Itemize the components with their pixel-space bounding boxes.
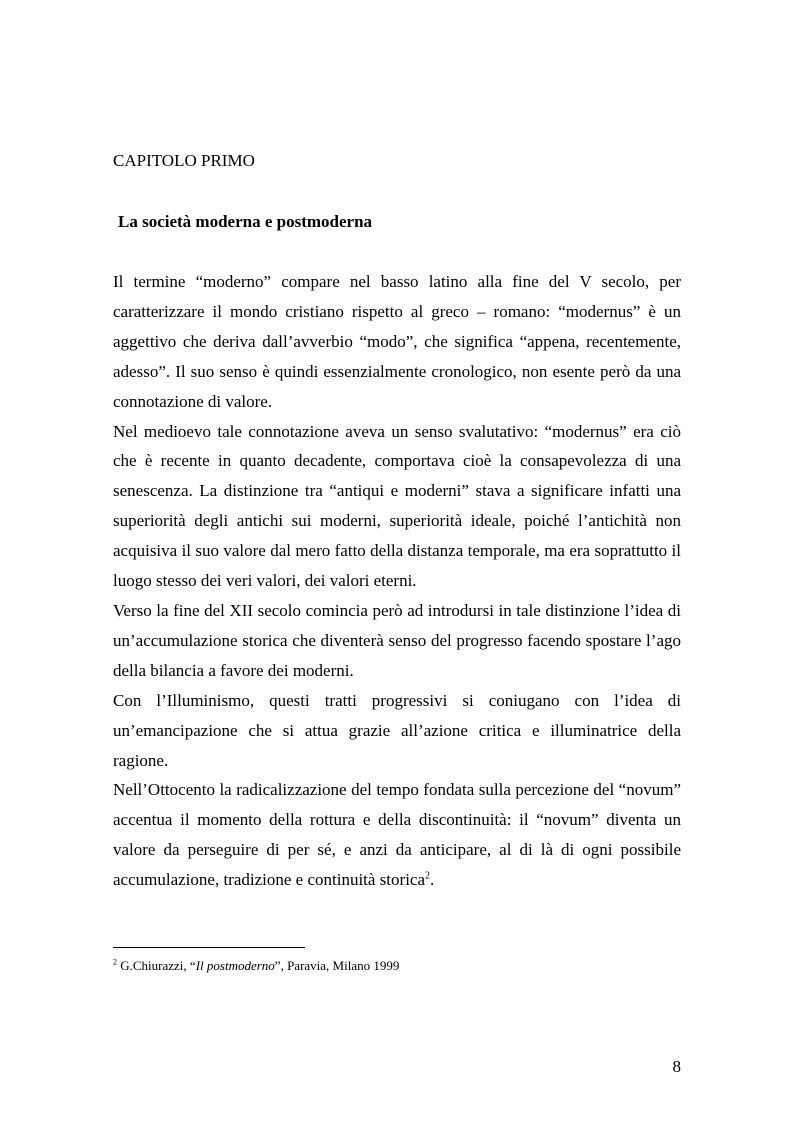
paragraph-1: Il termine “moderno” compare nel basso latino alla fine del V secolo, per caratterizzare il mondo cristiano rispetto al greco – romano: “modernus” è un aggettivo che deriva dall’avverbio “modo”, che significa “appena, recentemente, adesso”. Il suo senso è quindi essenzialmente cronologico, non esente però da una connotazione di valore. — [113, 272, 681, 411]
paragraph-5-text: Nell’Ottocento la radicalizzazione del tempo fondata sulla percezione del “novum” accentua il momento della rottura e della discontinuità: il “novum” diventa un valore da perseguire di per sé, e anzi da anticipare, al di là di ogni possibile accumulazione, tradizione e continuità storica — [113, 780, 681, 890]
footnote-prefix: G.Chiurazzi, “ — [120, 958, 196, 973]
paragraph-3: Verso la fine del XII secolo comincia però ad introdursi in tale distinzione l’idea di un’accumulazione storica che diventerà senso del progresso facendo spostare l’ago della bilancia a favore dei moderni. — [113, 600, 681, 680]
paragraph-5-end: . — [430, 870, 435, 890]
footnote-number: 2 — [113, 957, 117, 967]
footnote-reference[interactable]: 2 — [425, 870, 431, 882]
footnote-title: Il postmoderno — [195, 958, 275, 973]
paragraph-5 — [113, 775, 681, 895]
page-number: 8 — [672, 1057, 681, 1076]
section-title: La società moderna e postmoderna — [118, 212, 373, 231]
footnote — [113, 957, 399, 974]
footnote-separator — [113, 947, 305, 948]
paragraph-4: Con l’Illuminismo, questi tratti progressivi si coniugano con l’idea di un’emancipazione che si attua grazie all’azione critica e illuminatrice della ragione. — [113, 690, 681, 770]
footnote-suffix: ”, Paravia, Milano 1999 — [274, 958, 400, 973]
paragraph-2: Nel medioevo tale connotazione aveva un senso svalutativo: “modernus” era ciò che è recente in quanto decadente, comportava cioè la consapevolezza di una senescenza. La distinzione tra “antiqui e moderni” stava a significare infatti una superiorità degli antichi sui moderni, superiorità ideale, poiché l’antichità non acquisiva il suo valore dal mero fatto della distanza temporale, ma era soprattutto il luogo stesso dei veri valori, dei valori eterni. — [113, 421, 681, 591]
body-text — [113, 267, 681, 895]
chapter-heading: CAPITOLO PRIMO — [113, 151, 255, 170]
